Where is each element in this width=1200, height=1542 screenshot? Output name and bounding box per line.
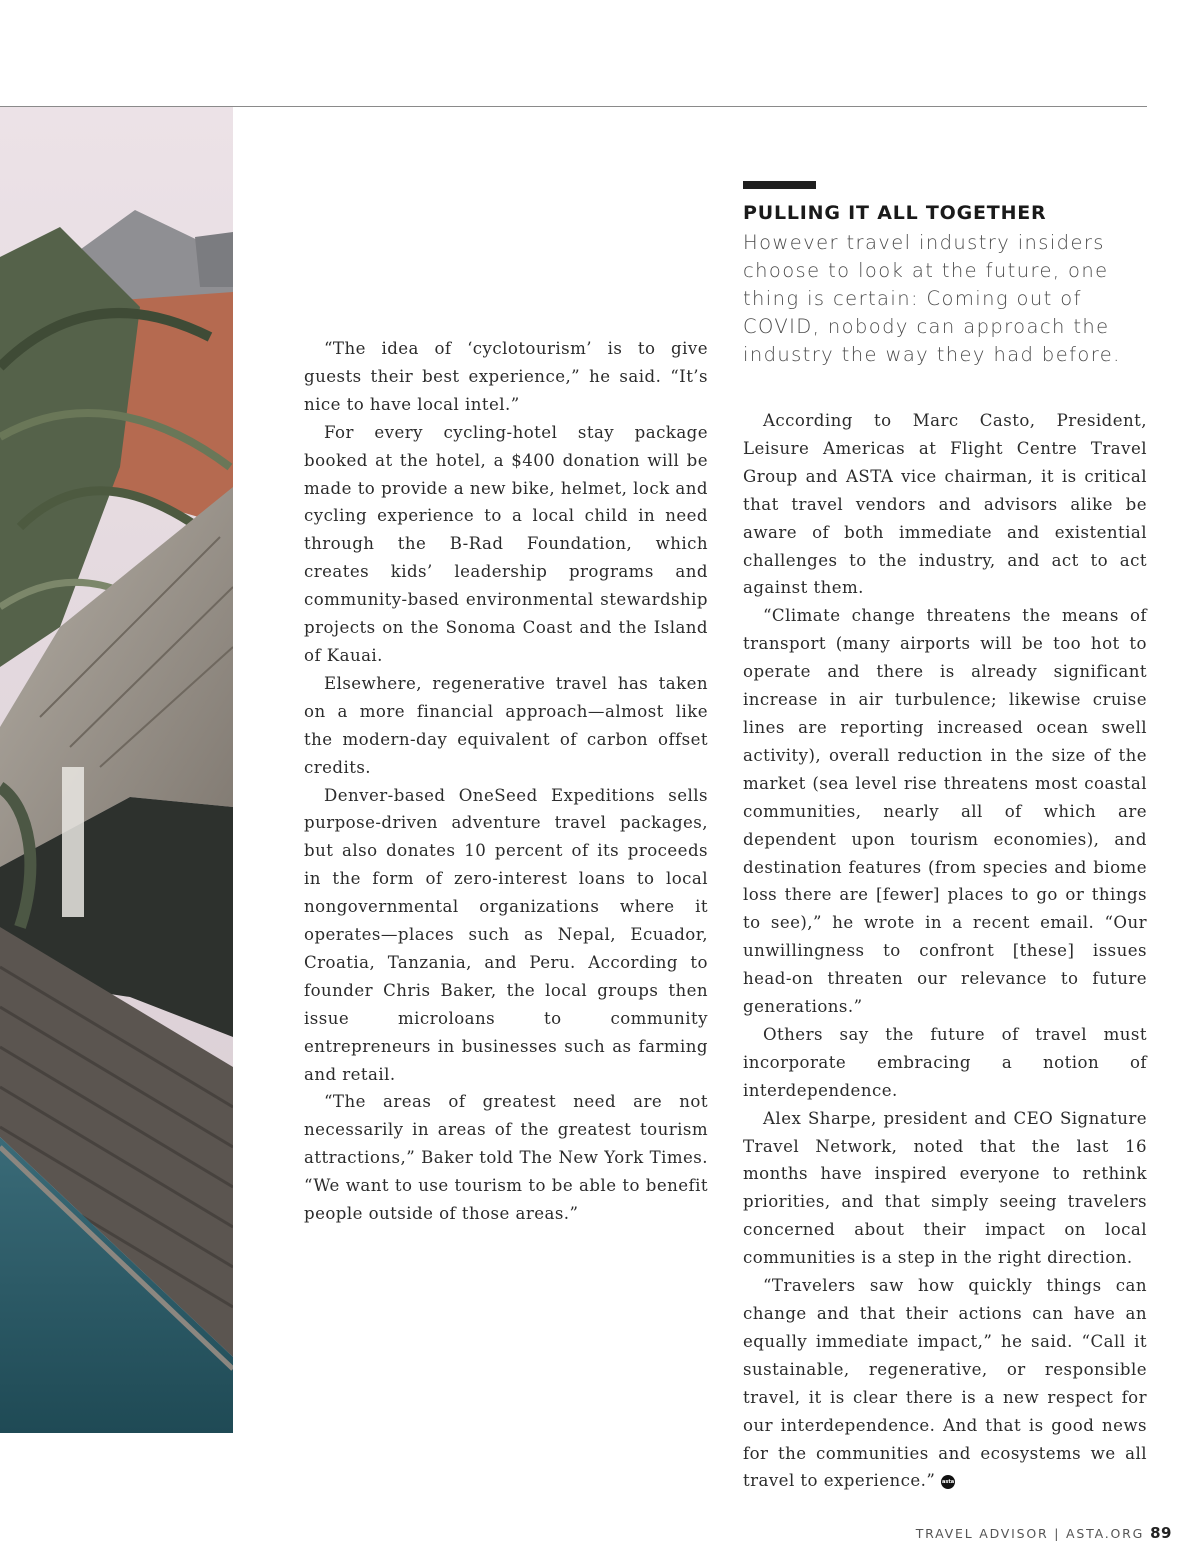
page-number: 89	[1150, 1524, 1172, 1542]
left-paragraph: Elsewhere, regenerative travel has taken on a more financial approach—almost like the modern-day equivalent of carbon offset credits.	[304, 673, 708, 777]
publication-name: TRAVEL ADVISOR | ASTA.ORG	[915, 1526, 1145, 1541]
right-column	[743, 407, 1147, 1495]
left-paragraph: For every cycling-hotel stay package booked at the hotel, a $400 donation will be made to provide a new bike, helmet, lock and cycling experience to a local child in need through the B-Rad Foundation, which creates kids’ leadership programs and community-based environmental stewardship projects on the Sonoma Coast and the Island of Kauai.	[304, 422, 708, 665]
right-paragraph: Others say the future of travel must incorporate embracing a notion of interdependence.	[743, 1024, 1147, 1100]
right-paragraph: According to Marc Casto, President, Leisure Americas at Flight Centre Travel Group and ASTA vice chairman, it is critical that travel vendors and advisors alike be aware of both immediate and existential challenges to the industry, and act to act against them.	[743, 411, 1147, 598]
left-paragraph: “The idea of ‘cyclotourism’ is to give guests their best experience,” he said. “It’s nice to have local intel.”	[304, 339, 708, 414]
section-heading: PULLING IT ALL TOGETHER	[743, 202, 1047, 224]
left-column	[304, 335, 708, 1228]
asta-end-mark-icon: asta	[941, 1475, 955, 1489]
left-paragraph: “The areas of greatest need are not necessarily in areas of the greatest tourism attractions,” Baker told The New York Times. “We want to use tourism to be able to benefit people outside of those areas.”	[304, 1092, 708, 1224]
section-deck: However travel industry insiders choose to look at the future, one thing is certain: Coming out of COVID, nobody can approach the industry the way they had before.	[743, 231, 1121, 366]
section-accent-bar	[743, 181, 816, 189]
closing-quote: “Travelers saw how quickly things can change and that their actions can have an equally immediate impact,” he said. “Call it sustainable, regenerative, or responsible travel, it is clear there is a new respect for our interdependence. And that is good news for the communities and ecosystems we all travel to experience.”	[743, 1276, 1147, 1491]
resort-photo-art	[0, 107, 233, 1433]
resort-photo	[0, 107, 233, 1433]
right-paragraph: “Climate change threatens the means of transport (many airports will be too hot to operate and there is already significant increase in air turbulence; likewise cruise lines are reporting increased ocean swell activity), overall reduction in the size of the market (sea level rise threatens most coastal communities, nearly all of which are dependent upon tourism economies), and destination features (from species and biome loss there are [fewer] places to go or things to see),” he wrote in a recent email. “Our unwillingness to confront [these] issues head-on threaten our relevance to future generations.”	[743, 606, 1147, 1017]
left-paragraph: Denver-based OneSeed Expeditions sells purpose-driven adventure travel packages, but also donates 10 percent of its proceeds in the form of zero-interest loans to local nongovernmental organizations where it operates—places such as Nepal, Ecuador, Croatia, Tanzania, and Peru. According to founder Chris Baker, the local groups then issue microloans to community entrepreneurs in businesses such as farming and retail.	[304, 785, 708, 1084]
right-paragraph-last	[743, 1272, 1147, 1495]
page-footer	[916, 1524, 1172, 1542]
right-paragraph: Alex Sharpe, president and CEO Signature Travel Network, noted that the last 16 months have inspired everyone to rethink priorities, and that simply seeing travelers concerned about their impact on local communities is a step in the right direction.	[743, 1108, 1147, 1268]
